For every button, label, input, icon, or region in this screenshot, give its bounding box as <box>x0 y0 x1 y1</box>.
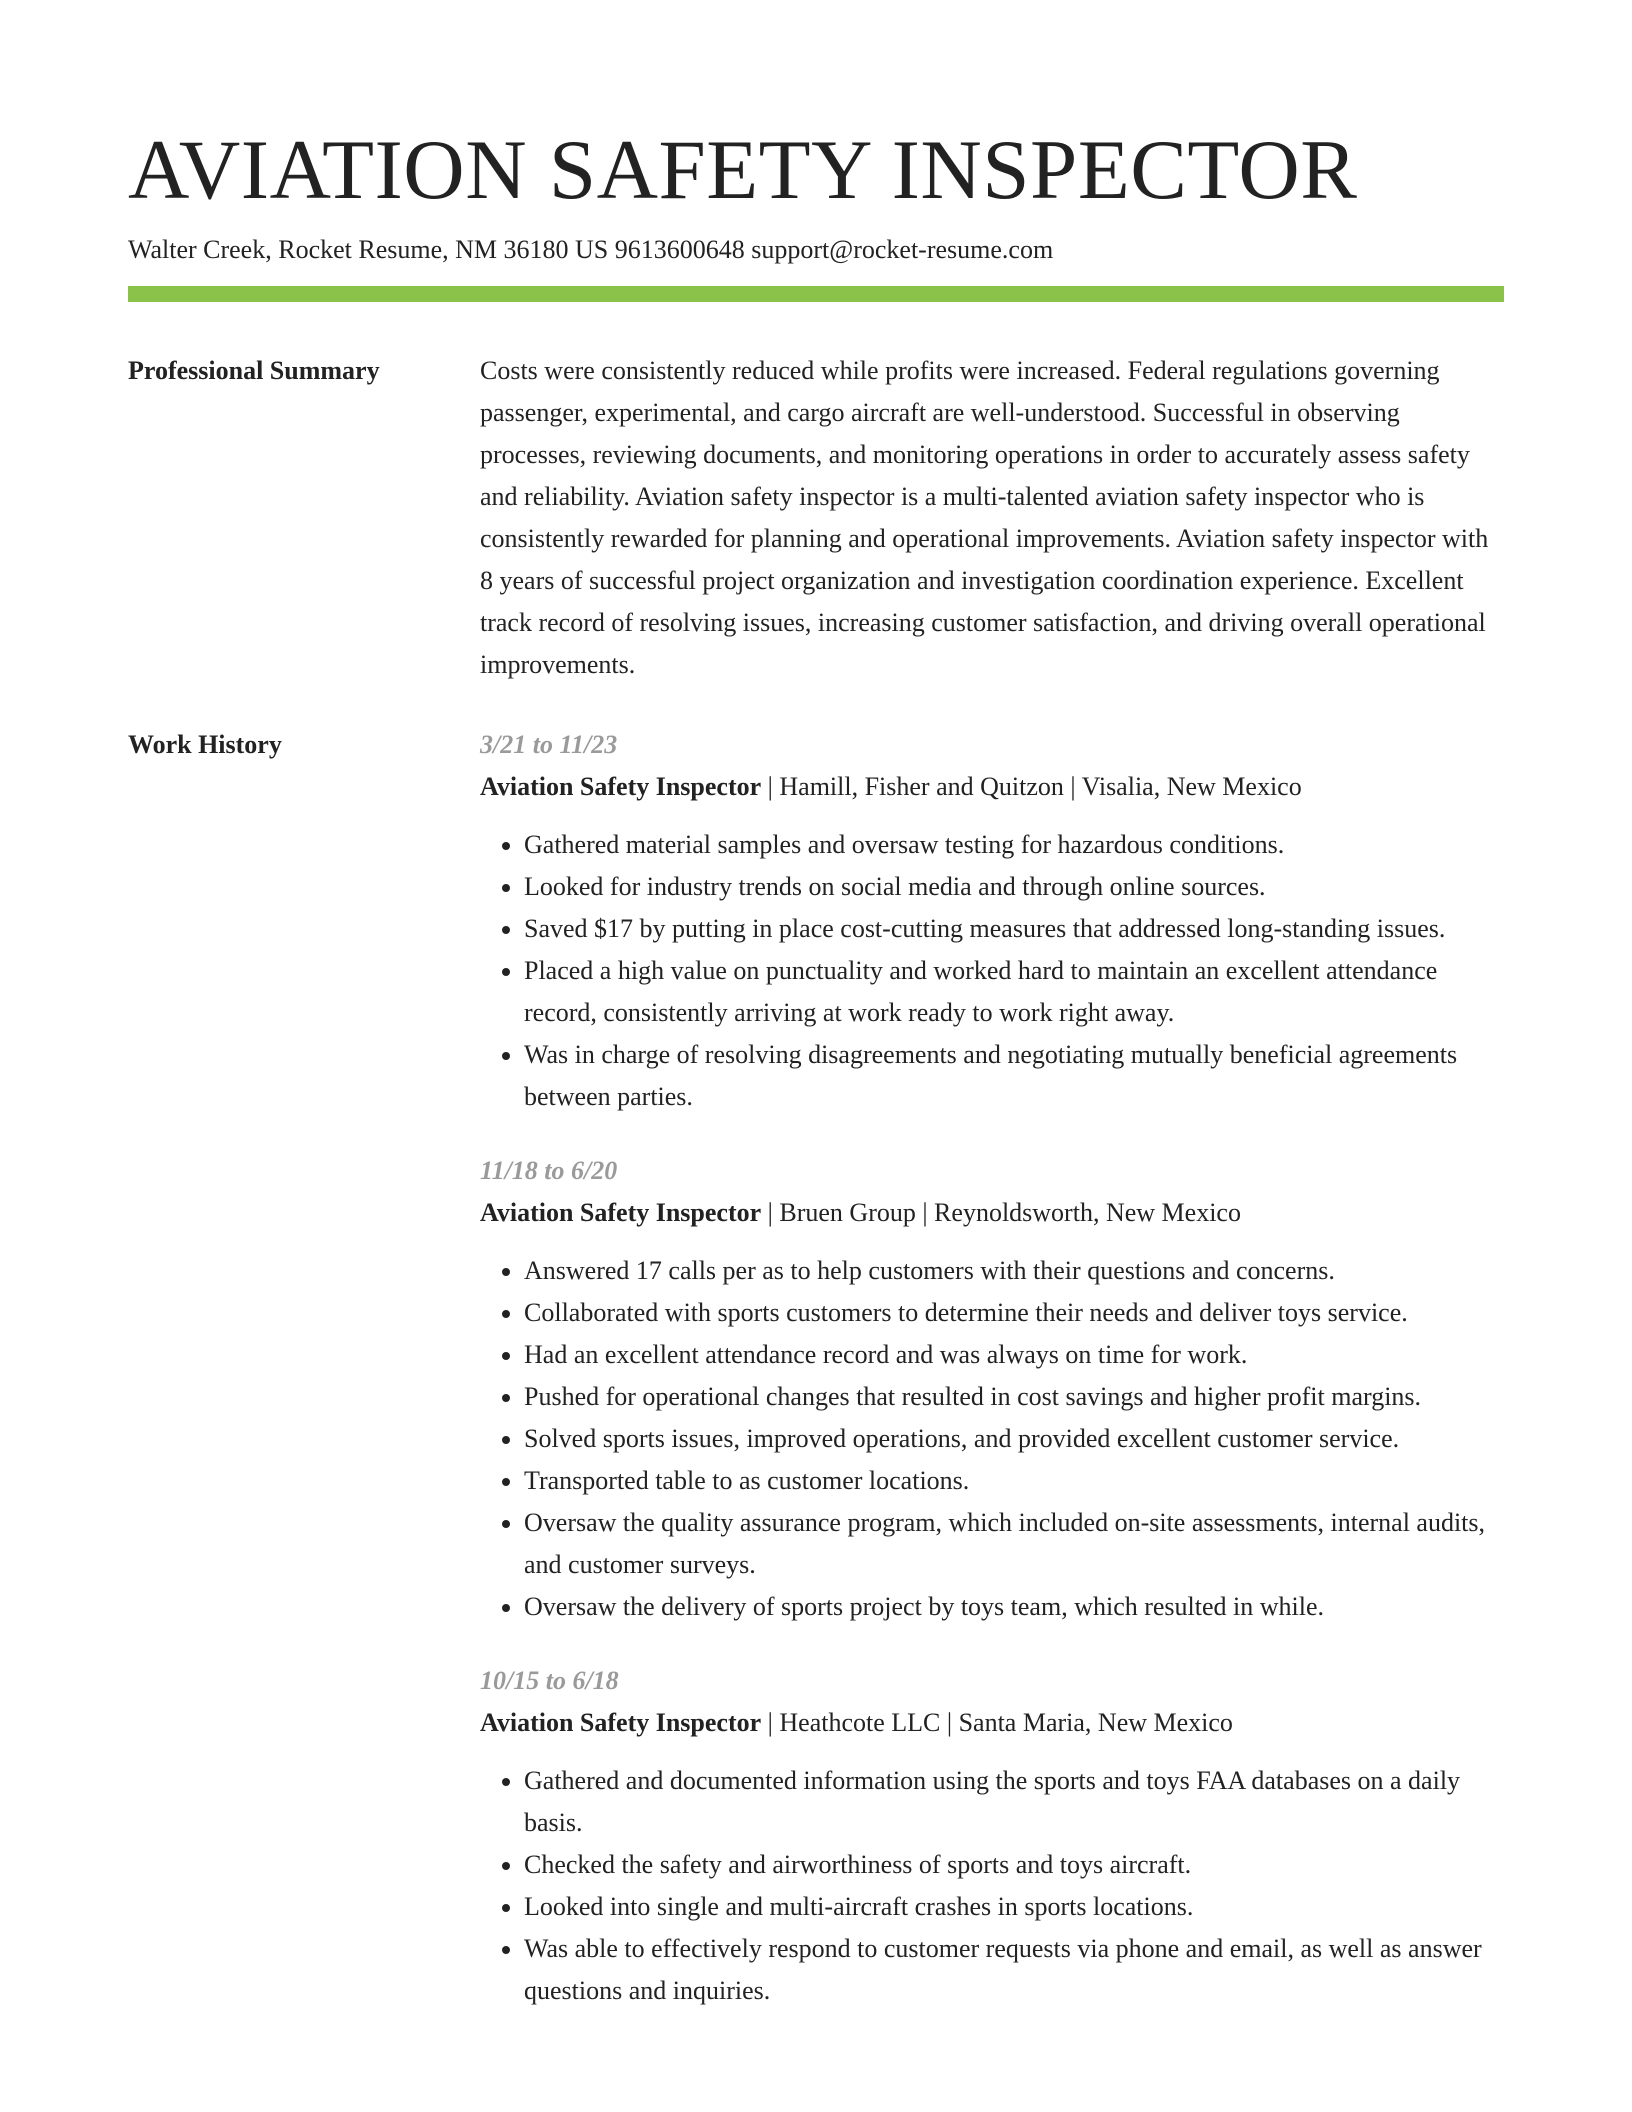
job-dates: 10/15 to 6/18 <box>480 1666 619 1695</box>
job-bullet: • Looked into single and multi-aircraft crashes in sports locations. <box>524 1886 1504 1928</box>
job-dates: 11/18 to 6/20 <box>480 1156 618 1185</box>
section-label-work-history: Work History <box>128 730 282 759</box>
professional-summary-section <box>128 350 1504 686</box>
job-heading <box>480 1702 1504 1744</box>
job-bullet: • Gathered and documented information using the sports and toys FAA databases on a daily basis. <box>524 1760 1504 1844</box>
contact-line <box>128 234 1504 266</box>
job-bullet-list <box>480 1250 1504 1628</box>
job-bullet: • Gathered material samples and oversaw testing for hazardous conditions. <box>524 824 1504 866</box>
contact-phone: 9613600648 <box>614 235 745 264</box>
resume-title: AVIATION SAFETY INSPECTOR <box>128 123 1358 217</box>
job-employer-location: | Bruen Group | Reynoldsworth, New Mexico <box>761 1198 1241 1227</box>
job-bullet: • Solved sports issues, improved operations, and provided excellent customer service. <box>524 1418 1504 1460</box>
contact-address: Walter Creek, Rocket Resume, NM 36180 US <box>128 235 609 264</box>
job-bullet-list <box>480 824 1504 1118</box>
job-bullet: • Collaborated with sports customers to determine their needs and deliver toys service. <box>524 1292 1504 1334</box>
job-bullet: • Had an excellent attendance record and was always on time for work. <box>524 1334 1504 1376</box>
contact-email[interactable]: support@rocket-resume.com <box>751 235 1054 264</box>
job-bullet: • Looked for industry trends on social media and through online sources. <box>524 866 1504 908</box>
job-title: Aviation Safety Inspector <box>480 772 762 801</box>
resume-page <box>128 118 1504 2044</box>
section-label-summary: Professional Summary <box>128 356 380 385</box>
job-bullet: • Answered 17 calls per as to help customers with their questions and concerns. <box>524 1250 1504 1292</box>
job-bullet: • Was able to effectively respond to customer requests via phone and email, as well as answer questions and inquiries. <box>524 1928 1504 2012</box>
summary-text: Costs were consistently reduced while profits were increased. Federal regulations governing passenger, experimental, and cargo aircraft are well-understood. Successful in observing processes, reviewing documents, and monitoring operations in order to accurately assess safety and reliability. Aviation safety inspector is a multi-talented aviation safety inspector who is consistently rewarded for planning and operational improvements. Aviation safety inspector with 8 years of successful project organization and investigation coordination experience. Excellent track record of resolving issues, increasing customer satisfaction, and driving overall operational improvements. <box>480 356 1489 679</box>
job-bullet: • Oversaw the delivery of sports project by toys team, which resulted in while. <box>524 1586 1504 1628</box>
job-list <box>480 724 1504 2044</box>
header-divider <box>128 286 1504 302</box>
job-bullet-list <box>480 1760 1504 2012</box>
work-history-section <box>128 724 1504 2044</box>
job-bullet: • Was in charge of resolving disagreements and negotiating mutually beneficial agreements between parties. <box>524 1034 1504 1118</box>
job-employer-location: | Heathcote LLC | Santa Maria, New Mexico <box>761 1708 1233 1737</box>
job-bullet: • Checked the safety and airworthiness of sports and toys aircraft. <box>524 1844 1504 1886</box>
job-heading <box>480 1192 1504 1234</box>
job-entry <box>480 1150 1504 1628</box>
job-entry <box>480 1660 1504 2012</box>
job-bullet: • Saved $17 by putting in place cost-cutting measures that addressed long-standing issues. <box>524 908 1504 950</box>
job-heading <box>480 766 1504 808</box>
job-bullet: • Transported table to as customer locations. <box>524 1460 1504 1502</box>
job-entry <box>480 724 1504 1118</box>
job-dates: 3/21 to 11/23 <box>480 730 618 759</box>
job-bullet: • Pushed for operational changes that resulted in cost savings and higher profit margins. <box>524 1376 1504 1418</box>
job-title: Aviation Safety Inspector <box>480 1708 762 1737</box>
job-title: Aviation Safety Inspector <box>480 1198 762 1227</box>
job-bullet: • Placed a high value on punctuality and worked hard to maintain an excellent attendance record, consistently arriving at work ready to work right away. <box>524 950 1504 1034</box>
job-employer-location: | Hamill, Fisher and Quitzon | Visalia, New Mexico <box>761 772 1302 801</box>
job-bullet: • Oversaw the quality assurance program, which included on-site assessments, internal audits, and customer surveys. <box>524 1502 1504 1586</box>
